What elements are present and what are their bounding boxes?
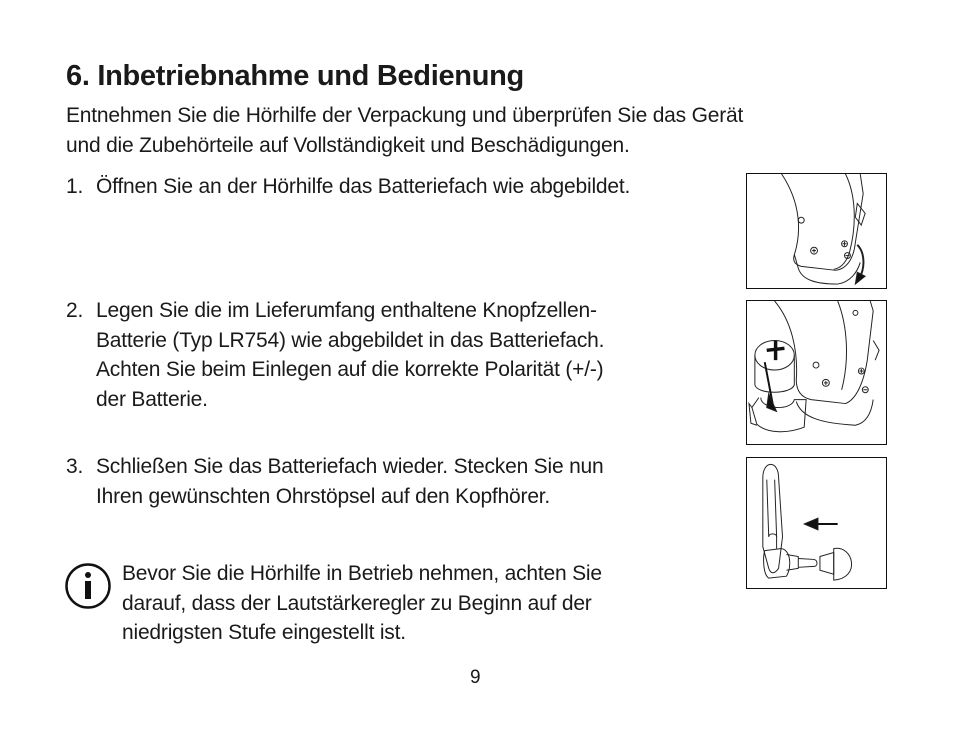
note-line: niedrigsten Stufe eingestellt ist. — [122, 621, 406, 644]
step-line: Legen Sie die im Lieferumfang enthaltene Knopfzellen- — [96, 299, 597, 322]
figure-insert-battery — [746, 300, 887, 445]
intro-text — [66, 101, 743, 160]
info-icon — [64, 562, 112, 610]
step-number: 1. — [66, 175, 84, 198]
step-line: Schließen Sie das Batteriefach wieder. Stecken Sie nun — [96, 455, 604, 478]
figure-attach-earplug — [746, 457, 887, 589]
step-line: Öffnen Sie an der Hörhilfe das Batteriefach wie abgebildet. — [96, 175, 631, 198]
page-number: 9 — [470, 667, 481, 688]
step-line: Ihren gewünschten Ohrstöpsel auf den Kopfhörer. — [96, 484, 551, 508]
note-line: darauf, dass der Lautstärkeregler zu Beginn auf der — [122, 591, 592, 615]
step-number: 2. — [66, 299, 84, 322]
note-line: Bevor Sie die Hörhilfe in Betrieb nehmen, achten Sie — [122, 562, 602, 585]
figure-open-battery-compartment — [746, 173, 887, 289]
step-number: 3. — [66, 455, 84, 478]
step-line: Batterie (Typ LR754) wie abgebildet in das Batteriefach. — [96, 328, 605, 352]
step-line: Achten Sie beim Einlegen auf die korrekte Polarität (+/-) — [96, 358, 604, 381]
intro-line: und die Zubehörteile auf Vollständigkeit und Beschädigungen. — [66, 133, 630, 157]
step-line: der Batterie. — [96, 387, 208, 411]
note-text — [122, 559, 602, 648]
page-title: 6. Inbetriebnahme und Bedienung — [66, 60, 524, 92]
intro-line: Entnehmen Sie die Hörhilfe der Verpackung und überprüfen Sie das Gerät — [66, 104, 744, 127]
